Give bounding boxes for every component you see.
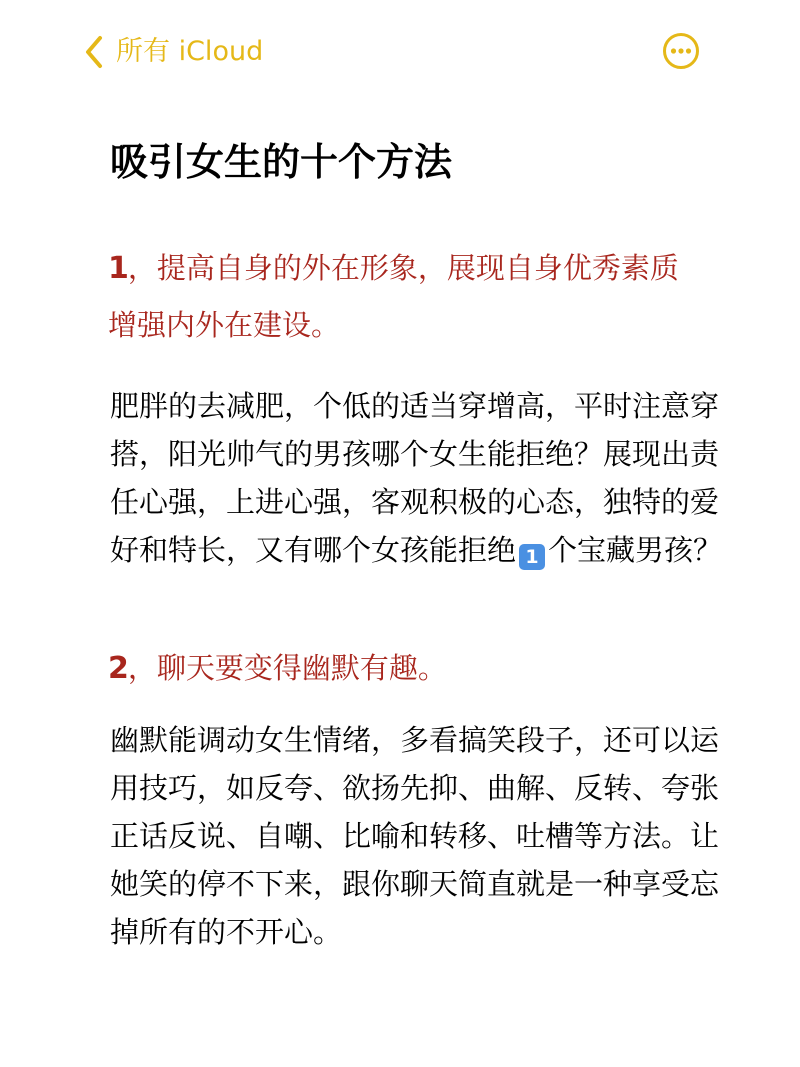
more-options-button[interactable] [662,32,700,70]
section-1-body-line-4 [110,526,723,574]
section-1-heading [108,240,728,353]
section-2-body-line-5: 掉所有的不开心。 [110,915,343,949]
section-2-body-line-2: 用技巧，如反夸、欲扬先抑、曲解、反转、夸张 [110,771,720,805]
section-2-heading-text: ，聊天要变得幽默有趣。 [127,651,447,685]
section-2-heading-line-1 [108,640,728,697]
note-title: 吸引女生的十个方法 [110,140,453,184]
section-1-number: 1 [108,251,128,286]
section-1-body-line-4-end: 个宝藏男孩？ [548,533,723,567]
chevron-left-icon [84,35,104,69]
keycap-one-emoji: 1 [519,544,545,570]
section-1-body-line-2: 搭，阳光帅气的男孩哪个女生能拒绝？展现出责 [110,437,720,471]
navigation-bar [0,0,800,100]
section-1-body-line-4-start: 好和特长，又有哪个女孩能拒绝 [110,533,517,567]
section-1-heading-line-2: 增强内外在建设。 [108,308,341,342]
back-button[interactable] [84,30,263,74]
section-1-heading-line-1 [108,240,728,297]
section-2-body-line-3: 正话反说、自嘲、比喻和转移、吐槽等方法。让 [110,819,720,853]
section-2-body-line-1: 幽默能调动女生情绪，多看搞笑段子，还可以运 [110,723,720,757]
section-2-number: 2 [108,651,128,686]
section-2-body-line-4: 她笑的停不下来，跟你聊天简直就是一种享受忘 [110,867,720,901]
back-label: 所有 iCloud [116,36,264,67]
section-2-body [110,716,720,956]
section-2-heading [108,640,728,697]
section-1-heading-text: ，提高自身的外在形象，展现自身优秀素质 [127,251,679,285]
section-1-body [110,382,723,574]
ellipsis-circle-icon [662,32,700,70]
section-1-body-line-1: 肥胖的去减肥，个低的适当穿增高，平时注意穿 [110,389,720,423]
section-1-body-line-3: 任心强，上进心强，客观积极的心态，独特的爱 [110,485,720,519]
